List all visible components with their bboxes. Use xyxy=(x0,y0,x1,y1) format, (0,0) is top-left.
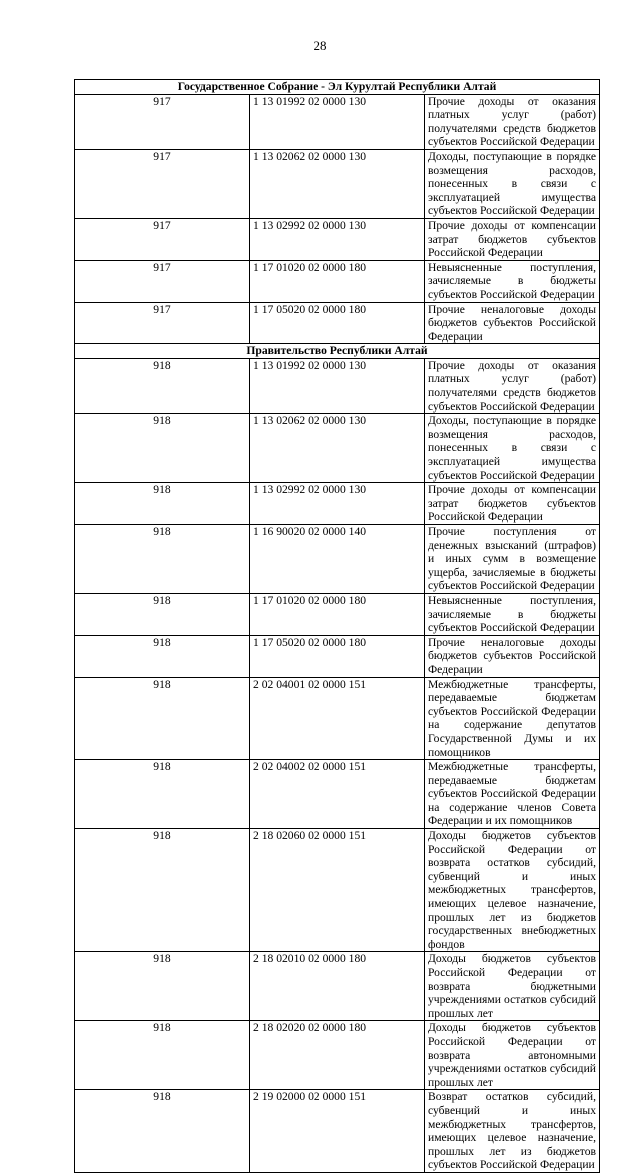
description-cell: Доходы, поступающие в порядке возмещения расходов, понесенных в связи с эксплуатацией имущества субъектов Российской Федерации xyxy=(425,149,600,218)
description-cell: Прочие поступления от денежных взысканий (штрафов) и иных сумм в возмещение ущерба, зачисляемые в бюджеты субъектов Российской Федерации xyxy=(425,525,600,594)
revenue-code-cell: 1 17 01020 02 0000 180 xyxy=(250,593,425,635)
table-row xyxy=(75,635,600,677)
revenue-classification-table xyxy=(74,79,600,1173)
admin-code-cell: 917 xyxy=(75,149,250,218)
revenue-code-cell: 1 17 05020 02 0000 180 xyxy=(250,635,425,677)
revenue-code-cell: 2 19 02000 02 0000 151 xyxy=(250,1090,425,1173)
admin-code-cell: 917 xyxy=(75,94,250,149)
revenue-code-cell: 1 13 02992 02 0000 130 xyxy=(250,218,425,260)
admin-code-cell: 917 xyxy=(75,260,250,302)
admin-code-cell: 918 xyxy=(75,483,250,525)
admin-code-cell: 918 xyxy=(75,593,250,635)
revenue-code-cell: 1 13 01992 02 0000 130 xyxy=(250,94,425,149)
table-row xyxy=(75,358,600,413)
revenue-code-cell: 1 13 02062 02 0000 130 xyxy=(250,414,425,483)
description-cell: Межбюджетные трансферты, передаваемые бюджетам субъектов Российской Федерации на содержание депутатов Государственной Думы и их помощников xyxy=(425,677,600,760)
revenue-code-cell: 1 13 01992 02 0000 130 xyxy=(250,358,425,413)
admin-code-cell: 918 xyxy=(75,677,250,760)
table-row xyxy=(75,149,600,218)
description-cell: Невыясненные поступления, зачисляемые в бюджеты субъектов Российской Федерации xyxy=(425,593,600,635)
admin-code-cell: 917 xyxy=(75,218,250,260)
description-cell: Прочие доходы от оказания платных услуг (работ) получателями средств бюджетов субъектов Российской Федерации xyxy=(425,94,600,149)
section-header-row xyxy=(75,344,600,359)
admin-code-cell: 917 xyxy=(75,302,250,344)
description-cell: Прочие доходы от оказания платных услуг (работ) получателями средств бюджетов субъектов Российской Федерации xyxy=(425,358,600,413)
revenue-code-cell: 2 18 02020 02 0000 180 xyxy=(250,1021,425,1090)
revenue-code-cell: 2 02 04002 02 0000 151 xyxy=(250,760,425,829)
admin-code-cell: 918 xyxy=(75,635,250,677)
admin-code-cell: 918 xyxy=(75,760,250,829)
revenue-code-cell: 2 02 04001 02 0000 151 xyxy=(250,677,425,760)
table-row xyxy=(75,525,600,594)
description-cell: Прочие неналоговые доходы бюджетов субъектов Российской Федерации xyxy=(425,302,600,344)
table-row xyxy=(75,94,600,149)
description-cell: Возврат остатков субсидий, субвенций и иных межбюджетных трансфертов, имеющих целевое назначение, прошлых лет из бюджетов субъектов Российской Федерации xyxy=(425,1090,600,1173)
description-cell: Невыясненные поступления, зачисляемые в бюджеты субъектов Российской Федерации xyxy=(425,260,600,302)
admin-code-cell: 918 xyxy=(75,358,250,413)
description-cell: Прочие неналоговые доходы бюджетов субъектов Российской Федерации xyxy=(425,635,600,677)
table-row xyxy=(75,1090,600,1173)
table-row xyxy=(75,414,600,483)
table-row xyxy=(75,302,600,344)
description-cell: Прочие доходы от компенсации затрат бюджетов субъектов Российской Федерации xyxy=(425,218,600,260)
revenue-code-cell: 1 17 01020 02 0000 180 xyxy=(250,260,425,302)
admin-code-cell: 918 xyxy=(75,525,250,594)
revenue-code-cell: 2 18 02010 02 0000 180 xyxy=(250,952,425,1021)
description-cell: Доходы бюджетов субъектов Российской Федерации от возврата бюджетными учреждениями остатков субсидий прошлых лет xyxy=(425,952,600,1021)
admin-code-cell: 918 xyxy=(75,1021,250,1090)
description-cell: Прочие доходы от компенсации затрат бюджетов субъектов Российской Федерации xyxy=(425,483,600,525)
revenue-code-cell: 1 17 05020 02 0000 180 xyxy=(250,302,425,344)
section-title: Государственное Собрание - Эл Курултай Республики Алтай xyxy=(75,80,600,95)
table-row xyxy=(75,829,600,952)
description-cell: Доходы, поступающие в порядке возмещения расходов, понесенных в связи с эксплуатацией имущества субъектов Российской Федерации xyxy=(425,414,600,483)
revenue-code-cell: 1 16 90020 02 0000 140 xyxy=(250,525,425,594)
table-row xyxy=(75,1021,600,1090)
description-cell: Межбюджетные трансферты, передаваемые бюджетам субъектов Российской Федерации на содержание членов Совета Федерации и их помощников xyxy=(425,760,600,829)
description-cell: Доходы бюджетов субъектов Российской Федерации от возврата автономными учреждениями остатков субсидий прошлых лет xyxy=(425,1021,600,1090)
table-row xyxy=(75,952,600,1021)
admin-code-cell: 918 xyxy=(75,829,250,952)
revenue-code-cell: 1 13 02062 02 0000 130 xyxy=(250,149,425,218)
admin-code-cell: 918 xyxy=(75,414,250,483)
description-cell: Доходы бюджетов субъектов Российской Федерации от возврата остатков субсидий, субвенций и иных межбюджетных трансфертов, имеющих целевое назначение, прошлых лет из бюджетов государственных внебюджетных фондов xyxy=(425,829,600,952)
revenue-code-cell: 1 13 02992 02 0000 130 xyxy=(250,483,425,525)
revenue-code-cell: 2 18 02060 02 0000 151 xyxy=(250,829,425,952)
admin-code-cell: 918 xyxy=(75,1090,250,1173)
table-row xyxy=(75,677,600,760)
table-row xyxy=(75,483,600,525)
page-number: 28 xyxy=(313,38,327,53)
section-header-row xyxy=(75,80,600,95)
table-row xyxy=(75,760,600,829)
admin-code-cell: 918 xyxy=(75,952,250,1021)
table-row xyxy=(75,218,600,260)
section-title: Правительство Республики Алтай xyxy=(75,344,600,359)
table-row xyxy=(75,260,600,302)
table-row xyxy=(75,593,600,635)
